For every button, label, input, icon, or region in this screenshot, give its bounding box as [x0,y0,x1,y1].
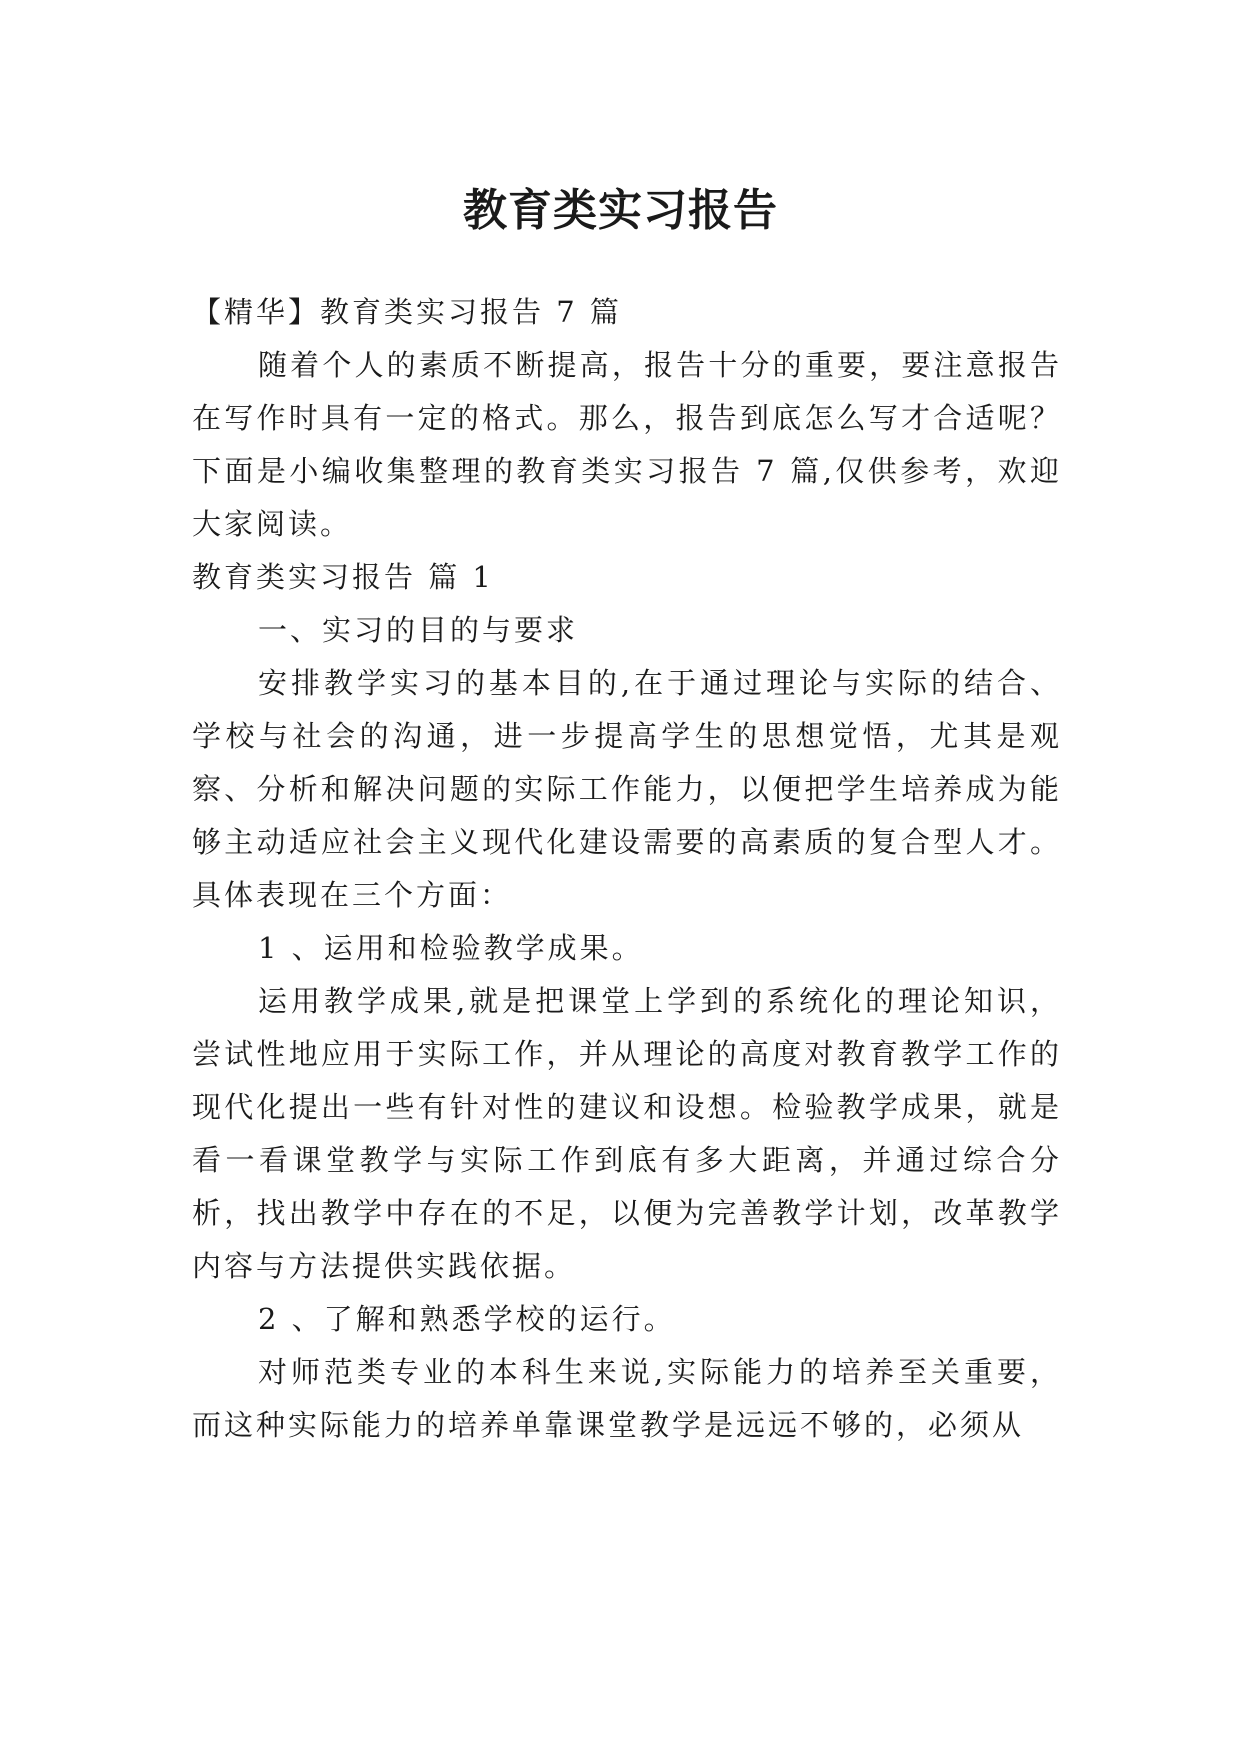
subheading-purpose: 一、实习的目的与要求 [258,613,579,647]
intro-paragraph: 随着个人的素质不断提高，报告十分的重要，要注意报告在写作时具有一定的格式。那么，报告到底怎么写才合适呢？下面是小编收集整理的教育类实习报告 7 篇,仅供参考，欢迎大家阅读。 [192,348,1062,541]
body-paragraph: 安排教学实习的基本目的,在于通过理论与实际的结合、学校与社会的沟通，进一步提高学生的思想觉悟，尤其是观察、分析和解决问题的实际工作能力，以便把学生培养成为能够主动适应社会主义现代化建设需要的高素质的复合型人才。具体表现在三个方面： [192,666,1062,912]
list-item-1: 1 、运用和检验教学成果。 [258,931,644,965]
document-body [192,286,1062,1452]
section-heading: 教育类实习报告 篇 1 [192,560,494,594]
body-paragraph: 对师范类专业的本科生来说,实际能力的培养至关重要，而这种实际能力的培养单靠课堂教学是远远不够的，必须从 [192,1355,1062,1442]
document-title: 教育类实习报告 [463,185,778,237]
list-item-2: 2 、了解和熟悉学校的运行。 [258,1302,676,1336]
body-paragraph: 运用教学成果,就是把课堂上学到的系统化的理论知识，尝试性地应用于实际工作，并从理论的高度对教育教学工作的现代化提出一些有针对性的建议和设想。检验教学成果，就是看一看课堂教学与实际工作到底有多大距离，并通过综合分析，找出教学中存在的不足，以便为完善教学计划，改革教学内容与方法提供实践依据。 [192,984,1062,1283]
subtitle-paragraph: 【精华】教育类实习报告 7 篇 [192,295,622,329]
